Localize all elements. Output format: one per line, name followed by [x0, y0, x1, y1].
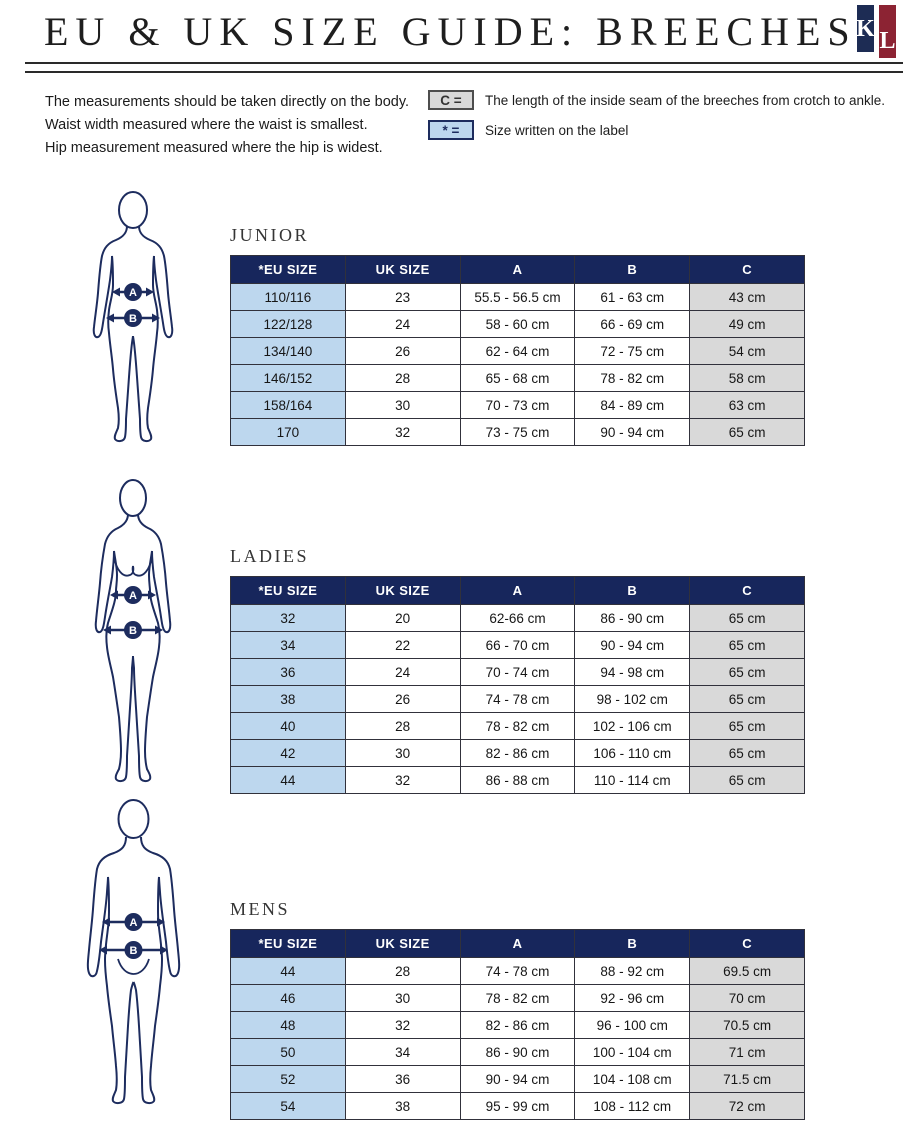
waist-badge-label: A: [129, 287, 137, 299]
cell-c-inseam: 65 cm: [690, 605, 805, 632]
table-row: [231, 605, 805, 632]
cell-a-waist: 74 - 78 cm: [460, 686, 575, 713]
cell-uk-size: 28: [345, 365, 460, 392]
cell-a-waist: 78 - 82 cm: [460, 985, 575, 1012]
cell-eu-size: 44: [231, 767, 346, 794]
cell-a-waist: 58 - 60 cm: [460, 311, 575, 338]
cell-eu-size: 110/116: [231, 284, 346, 311]
cell-eu-size: 48: [231, 1012, 346, 1039]
cell-uk-size: 24: [345, 311, 460, 338]
table-row: [231, 284, 805, 311]
cell-uk-size: 22: [345, 632, 460, 659]
head: [119, 800, 149, 838]
column-header: B: [575, 930, 690, 958]
cell-uk-size: 34: [345, 1039, 460, 1066]
legend-text-label-size: Size written on the label: [485, 122, 629, 138]
title-divider: [25, 62, 903, 73]
cell-a-waist: 66 - 70 cm: [460, 632, 575, 659]
column-header: A: [460, 577, 575, 605]
mens-body-figure: [56, 793, 211, 1111]
cell-b-hip: 90 - 94 cm: [575, 419, 690, 446]
cell-c-inseam: 49 cm: [690, 311, 805, 338]
cell-a-waist: 90 - 94 cm: [460, 1066, 575, 1093]
cell-c-inseam: 70.5 cm: [690, 1012, 805, 1039]
cell-eu-size: 122/128: [231, 311, 346, 338]
column-header: UK SIZE: [345, 930, 460, 958]
cell-a-waist: 74 - 78 cm: [460, 958, 575, 985]
cell-b-hip: 94 - 98 cm: [575, 659, 690, 686]
cell-eu-size: 46: [231, 985, 346, 1012]
ladies-section: [230, 546, 805, 794]
cell-a-waist: 65 - 68 cm: [460, 365, 575, 392]
cell-b-hip: 100 - 104 cm: [575, 1039, 690, 1066]
column-header: *EU SIZE: [231, 577, 346, 605]
cell-uk-size: 26: [345, 686, 460, 713]
logo-letter-l: L: [879, 5, 896, 58]
cell-eu-size: 40: [231, 713, 346, 740]
ladies-body-figure: [68, 472, 198, 784]
measurement-instructions: [45, 91, 409, 160]
header-row: [231, 256, 805, 284]
column-header: A: [460, 930, 575, 958]
junior-size-table: [230, 255, 805, 446]
cell-eu-size: 134/140: [231, 338, 346, 365]
cell-c-inseam: 69.5 cm: [690, 958, 805, 985]
table-row: [231, 1012, 805, 1039]
table-row: [231, 985, 805, 1012]
brand-logo: [857, 5, 896, 58]
cell-eu-size: 54: [231, 1093, 346, 1120]
cell-c-inseam: 65 cm: [690, 740, 805, 767]
cell-uk-size: 28: [345, 713, 460, 740]
table-row: [231, 659, 805, 686]
cell-c-inseam: 71.5 cm: [690, 1066, 805, 1093]
cell-uk-size: 20: [345, 605, 460, 632]
cell-uk-size: 32: [345, 1012, 460, 1039]
cell-eu-size: 44: [231, 958, 346, 985]
column-header: A: [460, 256, 575, 284]
legend: [428, 90, 885, 150]
junior-section: [230, 225, 805, 446]
cell-b-hip: 72 - 75 cm: [575, 338, 690, 365]
cell-a-waist: 82 - 86 cm: [460, 1012, 575, 1039]
cell-eu-size: 42: [231, 740, 346, 767]
column-header: *EU SIZE: [231, 256, 346, 284]
table-row: [231, 713, 805, 740]
column-header: C: [690, 930, 805, 958]
table-row: [231, 1066, 805, 1093]
section-title-junior: JUNIOR: [230, 225, 310, 245]
table-row: [231, 392, 805, 419]
cell-a-waist: 82 - 86 cm: [460, 740, 575, 767]
instruction-line: The measurements should be taken directly on the body.: [45, 94, 410, 110]
column-header: B: [575, 256, 690, 284]
cell-a-waist: 73 - 75 cm: [460, 419, 575, 446]
page-title: EU & UK SIZE GUIDE: BREECHES: [44, 9, 857, 54]
table-row: [231, 958, 805, 985]
cell-eu-size: 32: [231, 605, 346, 632]
table-row: [231, 1093, 805, 1120]
cell-eu-size: 146/152: [231, 365, 346, 392]
column-header: *EU SIZE: [231, 930, 346, 958]
cell-a-waist: 78 - 82 cm: [460, 713, 575, 740]
head: [120, 480, 146, 516]
cell-a-waist: 86 - 88 cm: [460, 767, 575, 794]
head: [119, 192, 147, 228]
instruction-line: Hip measurement measured where the hip is widest.: [45, 140, 383, 156]
cell-eu-size: 36: [231, 659, 346, 686]
cell-a-waist: 70 - 74 cm: [460, 659, 575, 686]
cell-uk-size: 30: [345, 740, 460, 767]
hip-badge-label: B: [129, 313, 137, 325]
table-row: [231, 338, 805, 365]
table-row: [231, 767, 805, 794]
cell-b-hip: 90 - 94 cm: [575, 632, 690, 659]
cell-c-inseam: 65 cm: [690, 419, 805, 446]
cell-b-hip: 86 - 90 cm: [575, 605, 690, 632]
cell-c-inseam: 65 cm: [690, 713, 805, 740]
header-row: [231, 577, 805, 605]
instruction-line: Waist width measured where the waist is smallest.: [45, 117, 368, 133]
cell-b-hip: 92 - 96 cm: [575, 985, 690, 1012]
column-header: B: [575, 577, 690, 605]
cell-c-inseam: 54 cm: [690, 338, 805, 365]
cell-eu-size: 34: [231, 632, 346, 659]
cell-eu-size: 158/164: [231, 392, 346, 419]
cell-c-inseam: 65 cm: [690, 632, 805, 659]
legend-text-c: The length of the inside seam of the breeches from crotch to ankle.: [485, 92, 885, 108]
cell-b-hip: 84 - 89 cm: [575, 392, 690, 419]
cell-c-inseam: 70 cm: [690, 985, 805, 1012]
column-header: UK SIZE: [345, 256, 460, 284]
cell-uk-size: 32: [345, 767, 460, 794]
table-row: [231, 311, 805, 338]
cell-a-waist: 70 - 73 cm: [460, 392, 575, 419]
legend-item-c: [428, 90, 885, 110]
table-row: [231, 632, 805, 659]
cell-uk-size: 24: [345, 659, 460, 686]
table-row: [231, 686, 805, 713]
legend-item-label-size: [428, 120, 885, 140]
cell-b-hip: 78 - 82 cm: [575, 365, 690, 392]
logo-letter-k: K: [857, 5, 874, 52]
waist-badge-label: A: [129, 917, 138, 929]
cell-a-waist: 55.5 - 56.5 cm: [460, 284, 575, 311]
cell-b-hip: 108 - 112 cm: [575, 1093, 690, 1120]
hip-badge-label: B: [129, 625, 137, 637]
cell-uk-size: 28: [345, 958, 460, 985]
cell-eu-size: 170: [231, 419, 346, 446]
cell-b-hip: 110 - 114 cm: [575, 767, 690, 794]
cell-c-inseam: 43 cm: [690, 284, 805, 311]
cell-b-hip: 98 - 102 cm: [575, 686, 690, 713]
ladies-size-table: [230, 576, 805, 794]
legend-symbol-asterisk: * =: [428, 120, 474, 140]
column-header: C: [690, 256, 805, 284]
cell-uk-size: 36: [345, 1066, 460, 1093]
cell-b-hip: 61 - 63 cm: [575, 284, 690, 311]
cell-uk-size: 26: [345, 338, 460, 365]
cell-c-inseam: 72 cm: [690, 1093, 805, 1120]
cell-a-waist: 95 - 99 cm: [460, 1093, 575, 1120]
cell-b-hip: 106 - 110 cm: [575, 740, 690, 767]
cell-b-hip: 96 - 100 cm: [575, 1012, 690, 1039]
mens-section: [230, 899, 805, 1120]
table-row: [231, 740, 805, 767]
cell-eu-size: 38: [231, 686, 346, 713]
cell-b-hip: 66 - 69 cm: [575, 311, 690, 338]
table-row: [231, 1039, 805, 1066]
cell-a-waist: 62 - 64 cm: [460, 338, 575, 365]
mens-size-table: [230, 929, 805, 1120]
column-header: C: [690, 577, 805, 605]
section-title-mens: MENS: [230, 899, 291, 919]
cell-a-waist: 86 - 90 cm: [460, 1039, 575, 1066]
cell-eu-size: 50: [231, 1039, 346, 1066]
cell-eu-size: 52: [231, 1066, 346, 1093]
table-row: [231, 419, 805, 446]
cell-b-hip: 102 - 106 cm: [575, 713, 690, 740]
cell-b-hip: 104 - 108 cm: [575, 1066, 690, 1093]
cell-c-inseam: 65 cm: [690, 767, 805, 794]
cell-uk-size: 30: [345, 985, 460, 1012]
cell-c-inseam: 65 cm: [690, 659, 805, 686]
hip-badge-label: B: [129, 945, 138, 957]
junior-body-figure: [68, 186, 198, 444]
cell-c-inseam: 71 cm: [690, 1039, 805, 1066]
table-row: [231, 365, 805, 392]
cell-b-hip: 88 - 92 cm: [575, 958, 690, 985]
cell-c-inseam: 58 cm: [690, 365, 805, 392]
cell-c-inseam: 63 cm: [690, 392, 805, 419]
cell-uk-size: 30: [345, 392, 460, 419]
cell-uk-size: 23: [345, 284, 460, 311]
legend-symbol-c: C =: [428, 90, 474, 110]
column-header: UK SIZE: [345, 577, 460, 605]
waist-badge-label: A: [129, 590, 137, 602]
header-row: [231, 930, 805, 958]
cell-uk-size: 38: [345, 1093, 460, 1120]
cell-a-waist: 62-66 cm: [460, 605, 575, 632]
section-title-ladies: LADIES: [230, 546, 309, 566]
cell-c-inseam: 65 cm: [690, 686, 805, 713]
cell-uk-size: 32: [345, 419, 460, 446]
